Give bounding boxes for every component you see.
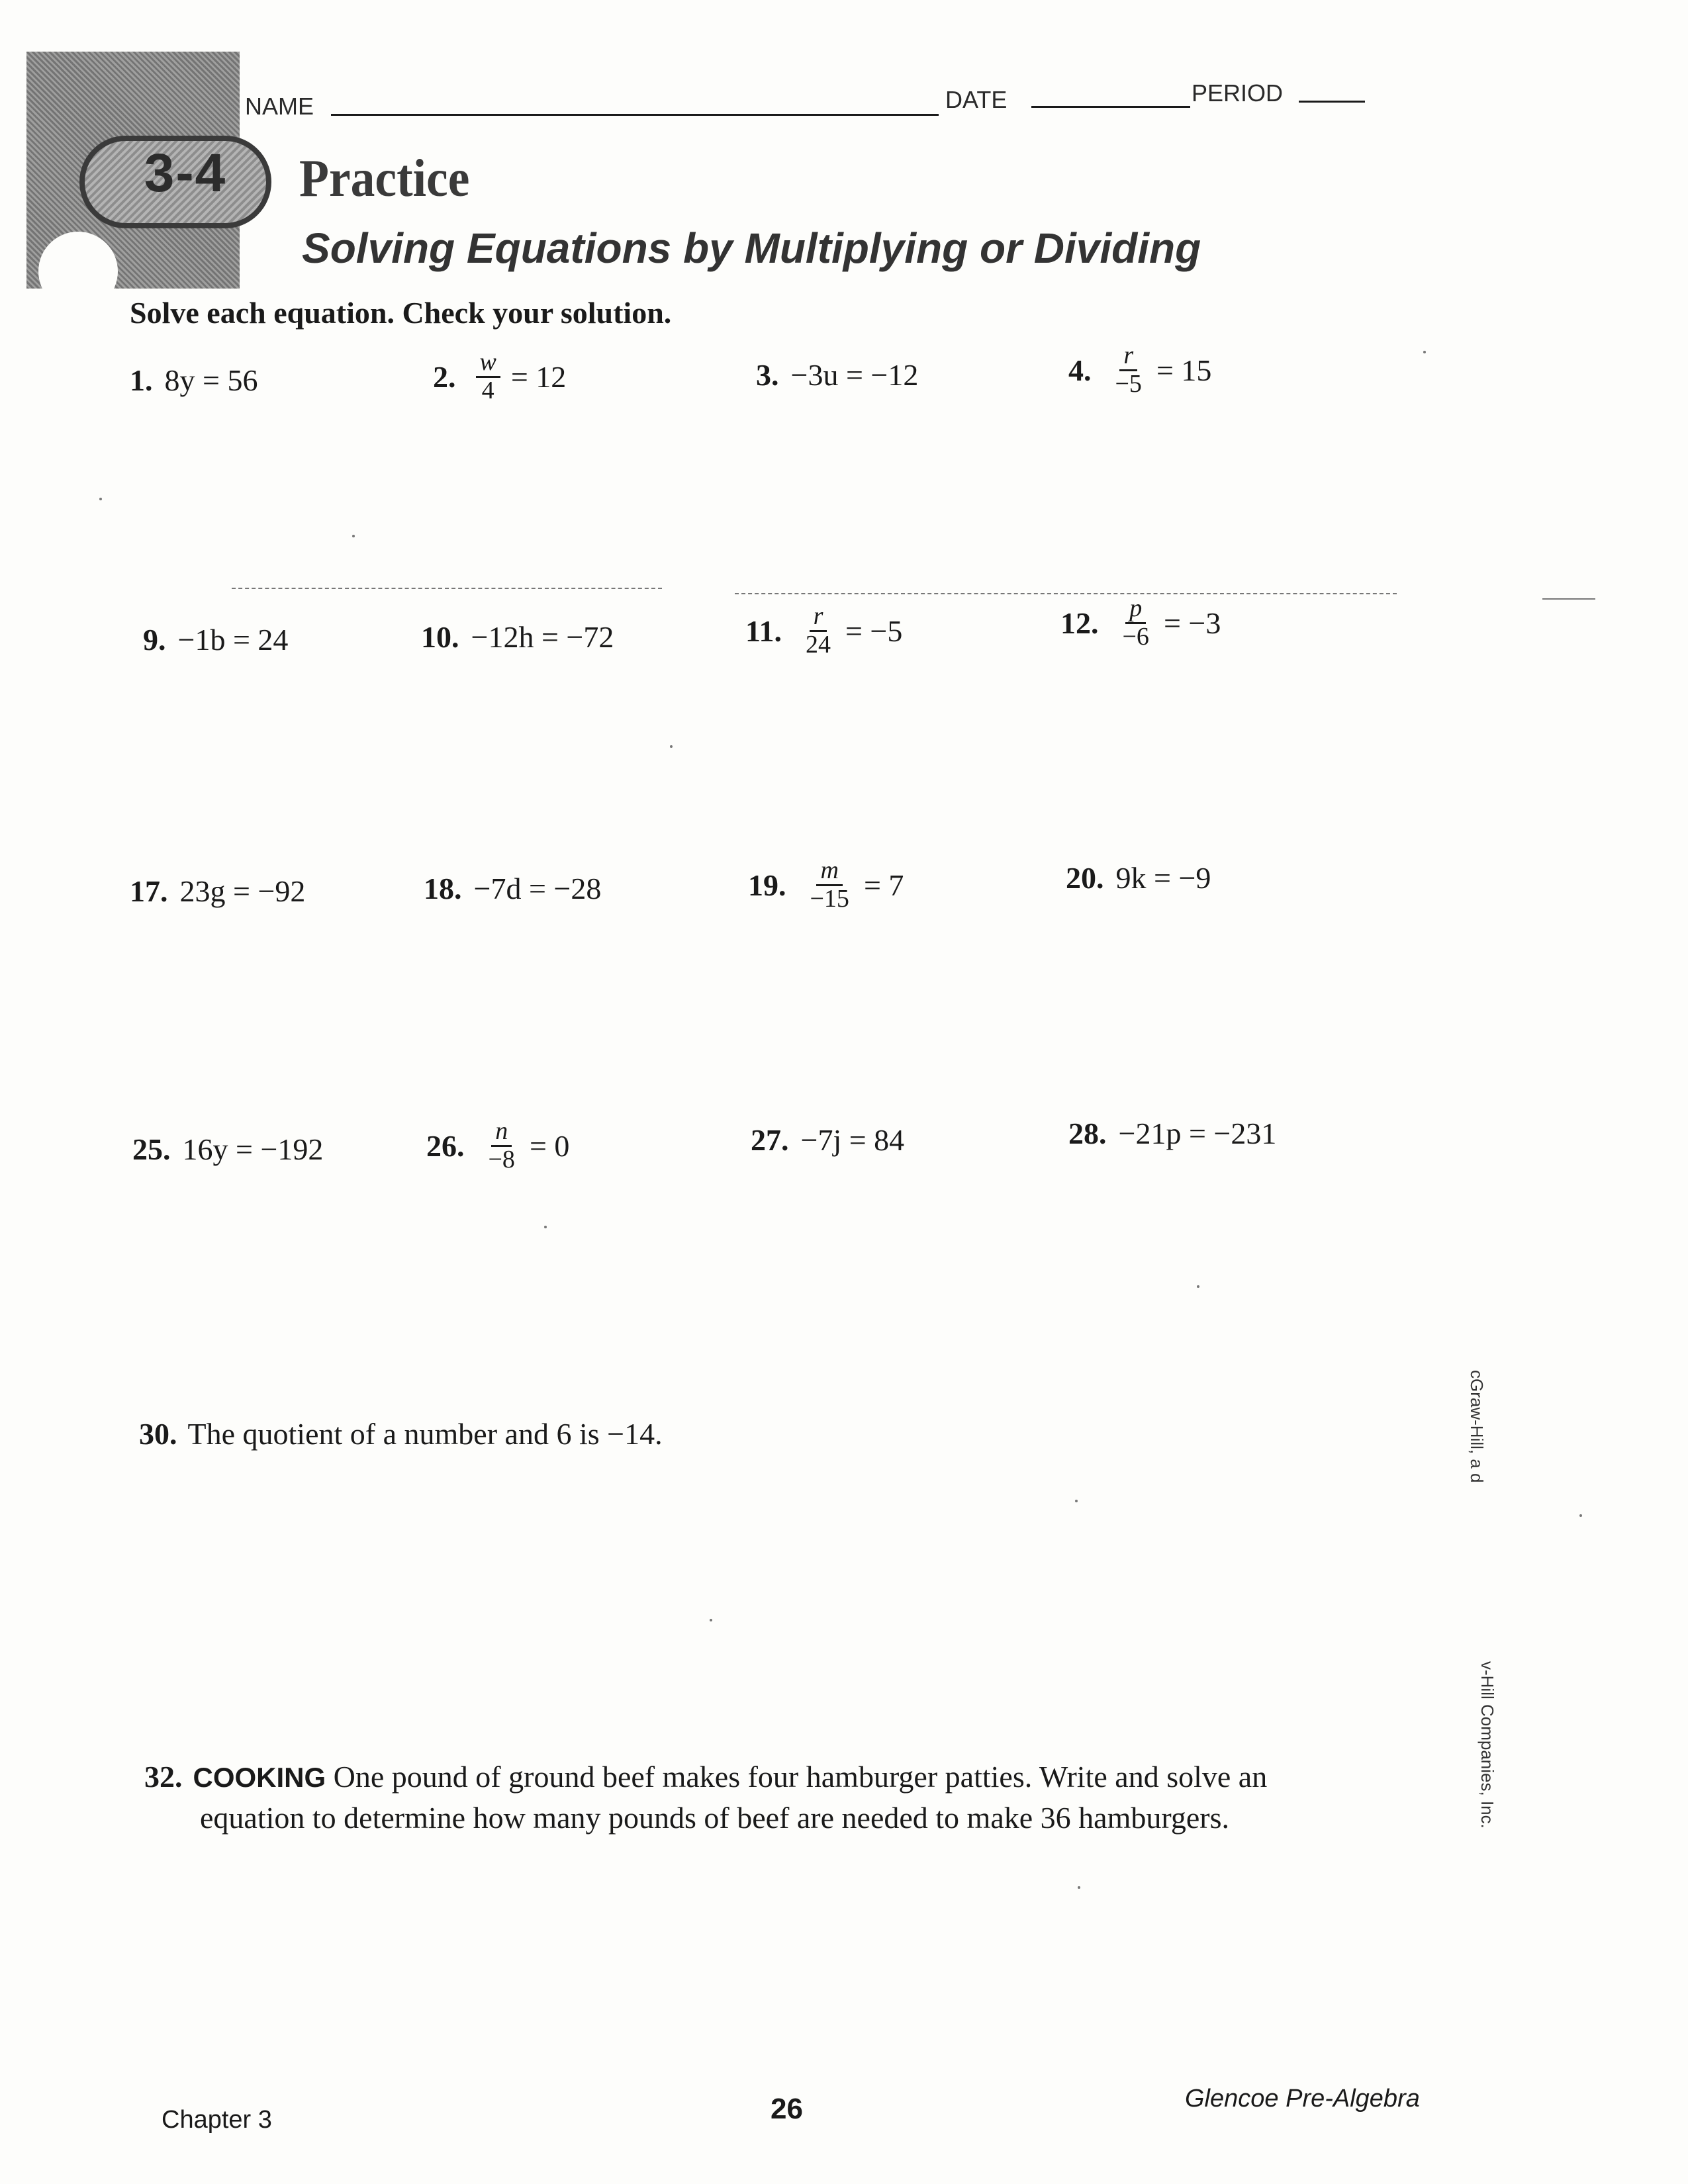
tab-hole-graphic: [38, 232, 118, 311]
footer-chapter: Chapter 3: [162, 2106, 272, 2134]
period-line[interactable]: [1299, 101, 1365, 103]
problem-number: 17.: [130, 874, 168, 908]
denominator: −6: [1122, 622, 1149, 651]
problem-equation-rest: = 15: [1156, 353, 1212, 387]
numerator: m: [816, 858, 842, 886]
denominator: −8: [488, 1145, 515, 1173]
problem-20: [1066, 860, 1211, 895]
problem-number: 26.: [426, 1128, 465, 1163]
copyright-fragment-upper: cGraw-Hill, a d: [1467, 1370, 1487, 1483]
scan-artifact-line: [232, 588, 662, 589]
problem-equation: −21p = −231: [1118, 1116, 1277, 1150]
problem-4: [1068, 343, 1211, 398]
problem-equation: −7d = −28: [473, 872, 602, 905]
scan-artifact-line: [735, 593, 1397, 594]
problem-equation: 9k = −9: [1115, 861, 1211, 895]
problem-number: 3.: [756, 358, 779, 392]
numerator: w: [476, 349, 500, 378]
problem-32: [144, 1756, 1435, 1839]
problem-number: 20.: [1066, 861, 1104, 895]
problem-3: [756, 357, 918, 392]
problem-text: The quotient of a number and 6 is −14.: [187, 1417, 663, 1451]
lesson-number: 3-4: [144, 143, 227, 203]
scan-speck: [710, 1619, 712, 1621]
problem-28: [1068, 1116, 1276, 1151]
fraction: [802, 604, 835, 659]
problem-equation: 8y = 56: [164, 363, 258, 397]
scan-speck: [99, 498, 102, 500]
problem-text-line-1: One pound of ground beef makes four hamburger patties. Write and solve an: [333, 1760, 1268, 1794]
problem-equation-rest: = −5: [845, 614, 903, 648]
problem-10: [421, 619, 614, 655]
page-title: Practice: [299, 150, 470, 208]
problem-equation-rest: = 7: [863, 868, 904, 902]
fraction: [1119, 596, 1153, 651]
problem-2: [433, 349, 566, 404]
problem-topic: COOKING: [193, 1762, 326, 1793]
problem-number: 28.: [1068, 1116, 1107, 1150]
problem-number: 19.: [748, 868, 786, 902]
denominator: 24: [805, 630, 831, 659]
numerator: n: [491, 1118, 512, 1147]
problem-equation: 23g = −92: [179, 874, 306, 908]
denominator: −5: [1115, 369, 1142, 398]
problem-number: 1.: [130, 363, 153, 397]
numerator: r: [810, 604, 827, 632]
problem-19: [748, 858, 904, 913]
fraction: [806, 858, 853, 913]
problem-9: [143, 622, 288, 657]
problem-equation: −1b = 24: [177, 623, 289, 657]
problem-equation: −12h = −72: [471, 620, 614, 654]
denominator: −15: [810, 884, 849, 913]
scan-speck: [1579, 1514, 1582, 1517]
problem-number: 12.: [1060, 606, 1099, 640]
problem-26: [426, 1118, 569, 1173]
problem-1: [130, 363, 258, 398]
numerator: r: [1119, 343, 1137, 371]
problem-equation: 16y = −192: [182, 1132, 324, 1166]
fraction: [485, 1118, 519, 1173]
scan-speck: [544, 1226, 547, 1228]
numerator: p: [1125, 596, 1146, 624]
problem-number: 27.: [751, 1123, 789, 1157]
problem-equation-rest: = 0: [529, 1128, 570, 1163]
problem-equation-rest: = −3: [1163, 606, 1221, 640]
problem-equation: −3u = −12: [790, 358, 919, 392]
name-label: NAME: [245, 93, 314, 120]
fraction: [1111, 343, 1146, 398]
period-label: PERIOD: [1192, 79, 1284, 107]
page-subtitle: Solving Equations by Multiplying or Dividing: [302, 224, 1201, 272]
problem-number: 11.: [745, 614, 782, 648]
problem-number: 10.: [421, 620, 459, 654]
scan-speck: [1078, 1886, 1080, 1889]
problem-number: 18.: [424, 872, 462, 905]
date-label: DATE: [945, 86, 1008, 113]
problem-18: [424, 871, 601, 906]
problem-number: 25.: [132, 1132, 171, 1166]
problem-equation-rest: = 12: [510, 359, 567, 394]
scan-speck: [1197, 1285, 1199, 1288]
scan-speck: [1423, 351, 1426, 353]
fraction: [476, 349, 500, 404]
problem-number: 30.: [139, 1417, 177, 1451]
problem-11: [745, 604, 902, 659]
footer-page-number: 26: [771, 2093, 803, 2125]
problem-number: 32.: [144, 1760, 183, 1794]
scan-speck: [670, 745, 673, 748]
denominator: 4: [481, 376, 494, 404]
scan-speck: [352, 535, 355, 537]
problem-number: 9.: [143, 623, 166, 657]
scan-artifact-line: [1542, 598, 1595, 600]
problem-17: [130, 874, 305, 909]
problem-text-line-2: equation to determine how many pounds of beef are needed to make 36 hamburgers.: [200, 1801, 1229, 1835]
problem-12: [1060, 596, 1221, 651]
footer-book-title: Glencoe Pre-Algebra: [1185, 2085, 1420, 2113]
copyright-fragment-lower: v-Hill Companies, Inc.: [1477, 1661, 1497, 1829]
problem-25: [132, 1132, 323, 1167]
name-line[interactable]: [331, 114, 939, 116]
problem-number: 2.: [433, 359, 456, 394]
problem-30: [139, 1414, 663, 1455]
problem-equation: −7j = 84: [800, 1123, 905, 1157]
instructions: Solve each equation. Check your solution.: [130, 296, 672, 330]
problem-27: [751, 1122, 904, 1158]
scan-speck: [1075, 1500, 1078, 1502]
date-line[interactable]: [1031, 106, 1190, 108]
problem-number: 4.: [1068, 353, 1092, 387]
